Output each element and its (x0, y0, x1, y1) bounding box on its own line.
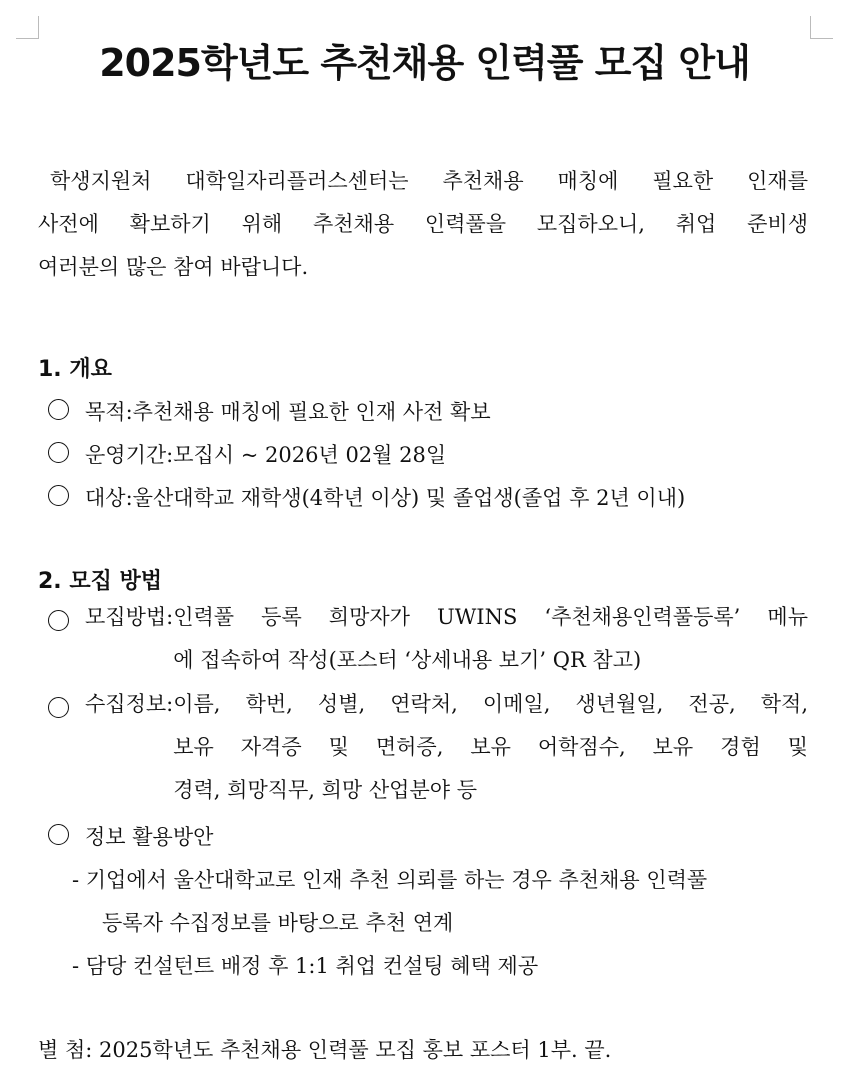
value-line: 보유 자격증 및 면허증, 보유 어학점수, 보유 경험 및 (173, 735, 808, 759)
section-heading-overview: 1. 개요 (38, 357, 112, 382)
value-line: 인력풀 등록 희망자가 UWINS ‘추천채용인력풀등록’ 메뉴 (173, 605, 808, 629)
document-title: 2025학년도 추천채용 인력풀 모집 안내 (99, 41, 750, 85)
overview-item-purpose (48, 396, 808, 426)
item-value: 모집시 ~ 2026년 02월 28일 (173, 443, 447, 467)
usage-bullet-line: - 기업에서 울산대학교로 인재 추천 의뢰를 하는 경우 추천채용 인력풀 (72, 868, 708, 892)
intro-line: 여러분의 많은 참여 바랍니다. (38, 255, 309, 279)
item-value (173, 683, 808, 812)
intro-line: 사전에 확보하기 위해 추천채용 인력풀을 모집하오니, 취업 준비생 (38, 212, 808, 236)
item-value (173, 596, 808, 682)
intro-paragraph (38, 160, 808, 289)
circle-bullet-icon (48, 610, 69, 631)
intro-line: 학생지원처 대학일자리플러스센터는 추천채용 매칭에 필요한 인재를 (50, 169, 808, 193)
attachment-note: 별 첨: 2025학년도 추천채용 인력풀 모집 홍보 포스터 1부. 끝. (38, 1038, 612, 1062)
item-label: 수집정보: (85, 692, 174, 716)
item-label: 운영기간: (85, 443, 174, 467)
item-value: 추천채용 매칭에 필요한 인재 사전 확보 (132, 400, 491, 424)
item-value: 울산대학교 재학생(4학년 이상) 및 졸업생(졸업 후 2년 이내) (132, 486, 686, 510)
collected-info-item (48, 683, 808, 812)
usage-bullet-line: - 담당 컨설턴트 배정 후 1:1 취업 컨설팅 혜택 제공 (72, 954, 539, 978)
overview-item-period (48, 439, 808, 469)
circle-bullet-icon (48, 399, 69, 420)
value-line: 에 접속하여 작성(포스터 ‘상세내용 보기’ QR 참고) (173, 648, 642, 672)
overview-item-target (48, 482, 808, 512)
item-label: 목적: (85, 400, 133, 424)
item-label: 모집방법: (85, 605, 174, 629)
circle-bullet-icon (48, 697, 69, 718)
method-item (48, 596, 808, 682)
circle-bullet-icon (48, 824, 69, 845)
usage-bullet-line: 등록자 수집정보를 바탕으로 추천 연계 (102, 911, 454, 935)
usage-item (48, 821, 808, 851)
value-line: 경력, 희망직무, 희망 산업분야 등 (173, 778, 478, 802)
circle-bullet-icon (48, 442, 69, 463)
circle-bullet-icon (48, 485, 69, 506)
item-label: 대상: (85, 486, 133, 510)
value-line: 이름, 학번, 성별, 연락처, 이메일, 생년월일, 전공, 학적, (173, 692, 808, 716)
item-label: 정보 활용방안 (85, 825, 214, 849)
section-heading-method: 2. 모집 방법 (38, 569, 162, 594)
